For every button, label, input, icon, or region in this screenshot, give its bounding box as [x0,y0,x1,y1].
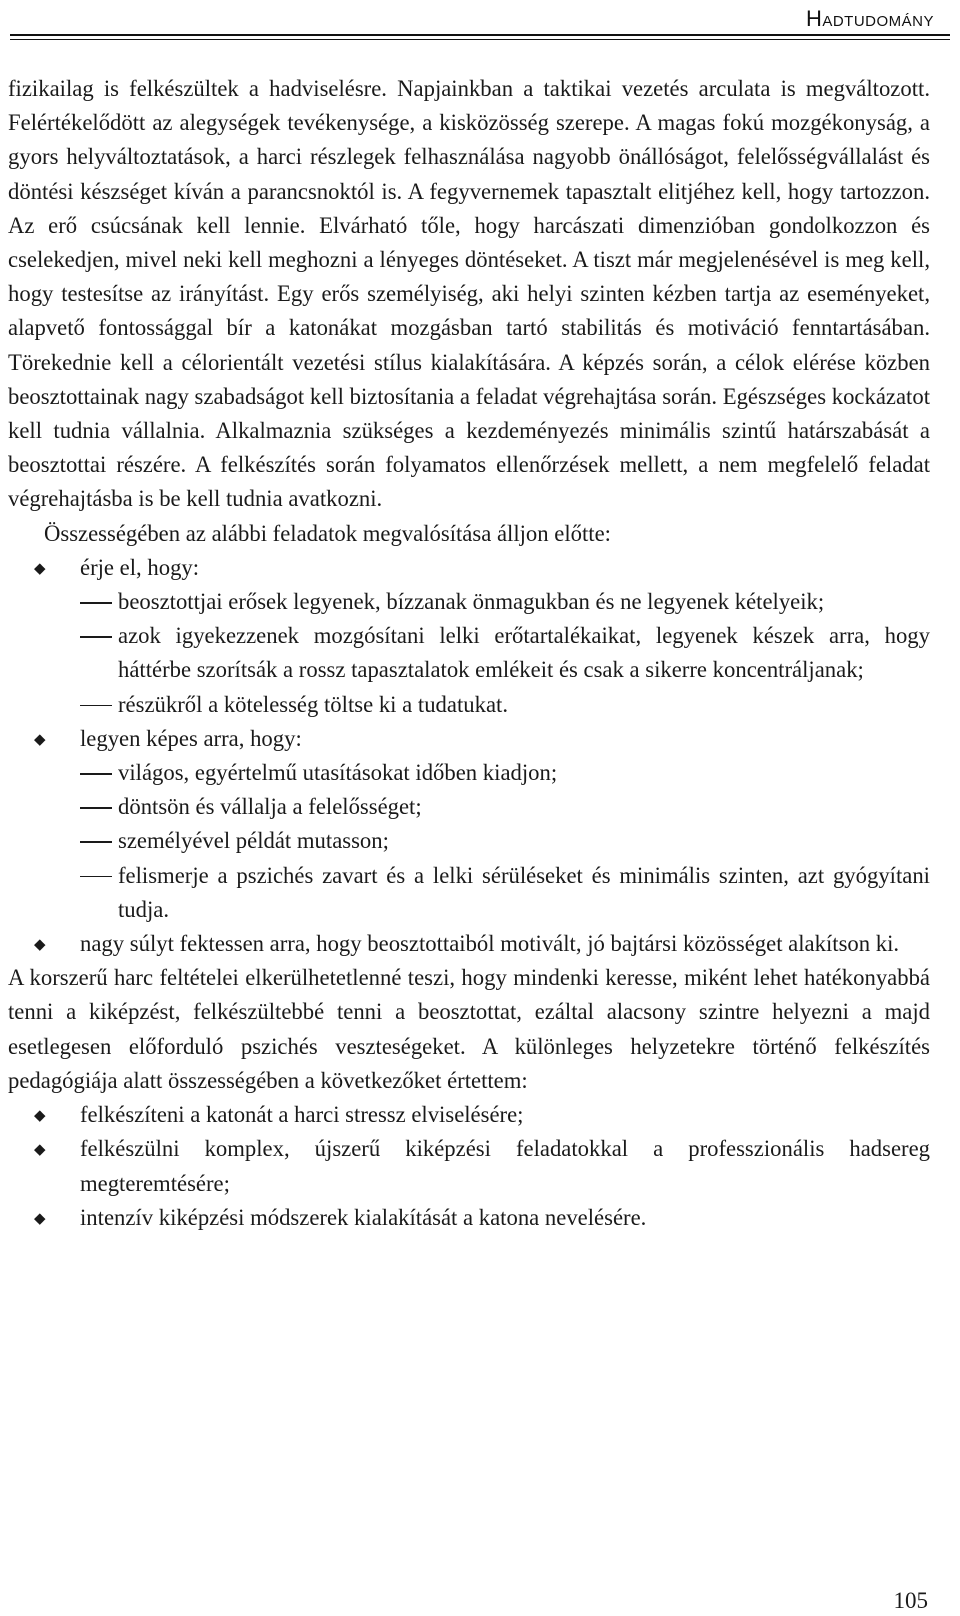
sub-list-item [8,619,930,687]
diamond-bullet-icon: ◆ [34,935,46,954]
sub-list-item-text: döntsön és vállalja a felelősséget; [118,794,422,820]
list-item [8,722,930,927]
list-item [8,1132,930,1200]
list-item-text: felkészülni komplex, újszerű kiképzési feladatokkal a professzionális hadsereg megteremtésére; [80,1136,930,1196]
list-item-text: legyen képes arra, hogy: [80,725,302,751]
em-dash-icon [80,602,112,604]
sub-list-item [8,824,930,858]
sub-list [80,585,930,722]
pedagogy-list [8,1098,930,1235]
diamond-bullet-icon: ◆ [34,558,46,577]
em-dash-icon [80,841,112,843]
list-item-text: felkészíteni a katonát a harci stressz elviselésére; [80,1102,524,1128]
em-dash-icon [80,807,112,809]
sub-list-item [8,585,930,619]
em-dash-icon [80,773,112,775]
sub-list-item-text: részükről a kötelesség töltse ki a tudatukat. [118,691,508,717]
sub-list-item-text: világos, egyértelmű utasításokat időben kiadjon; [118,760,558,786]
task-list [8,551,930,961]
list-item-text: nagy súlyt fektessen arra, hogy beosztottaiból motivált, jó bajtársi közösséget alakítson ki. [80,931,900,957]
diamond-bullet-icon: ◆ [34,1140,46,1159]
page-number: 105 [893,1588,928,1613]
em-dash-icon [80,876,112,878]
sub-list-item [8,859,930,927]
list-item [8,1098,930,1132]
sub-list-item-text: személyével példát mutasson; [118,828,389,854]
sub-list-item-text: felismerje a pszichés zavart és a lelki sérüléseket és minimális szinten, azt gyógyítani tudja. [118,862,930,922]
em-dash-icon [80,636,112,638]
sub-list-item [8,790,930,824]
diamond-bullet-icon: ◆ [34,1106,46,1125]
list-item [8,927,930,961]
em-dash-icon [80,705,112,707]
sub-list-item-text: beosztottjai erősek legyenek, bízzanak önmagukban és ne legyenek kételyeik; [118,589,825,615]
paragraph-1: fizikailag is felkészültek a hadviselésre. Napjainkban a taktikai vezetés arculata is megváltozott. Felértékelődött az alegységek tevékenysége, a kisközösség szerepe. A magas fokú mozgékonyság, a gyors helyváltoztatások, a harci részlegek felhasználása nagyobb önállóságot, felelősségvállalást és döntési készséget kíván a parancsnoktól is. A fegyvernemek tapasztalt elitjéhez kell, hogy tartozzon. Az erő csúcsának kell lennie. Elvárható tőle, hogy harcászati dimenzióban gondolkozzon és cselekedjen, mivel neki kell meghozni a lényeges döntéseket. A tiszt már megjelenésével is meg kell, hogy testesítse az irányítást. Egy erős személyiség, aki helyi szinten kézben tartja az eseményeket, alapvető fontossággal bír a katonákat mozgásban tartó stabilitás és motiváció fenntartásában. Törekednie kell a célorientált vezetési stílus kialakítására. A képzés során, a célok elérése közben beosztottainak nagy szabadságot kell biztosítania a feladat végrehajtása során. Egészséges kockázatot kell tudnia vállalnia. Alkalmaznia szükséges a kezdeményezés minimális szintű határszabását a beosztottai részére. A felkészítés során folyamatos ellenőrzések mellett, a nem megfelelő feladat végrehajtásba is be kell tudnia avatkozni. [8,76,930,512]
header-rule-thin [10,39,950,40]
body-text [8,72,930,1235]
paragraph-2: Összességében az alábbi feladatok megvalósítása álljon előtte: [44,520,611,546]
sub-list-item [8,688,930,722]
paragraph-3: A korszerű harc feltételei elkerülhetetlenné teszi, hogy mindenki keresse, miként lehet hatékonyabbá tenni a kiképzést, felkészültebbé tenni a beosztottat, ezáltal alacsony szintre helyezni a majd esetlegesen előforduló pszichés veszteségeket. A különleges helyzetekre történő felkészítés pedagógiája alatt összességében a következőket értettem: [8,965,930,1093]
sub-list-item-text: azok igyekezzenek mozgósítani lelki erőtartalékaikat, legyenek készek arra, hogy háttérbe szorítsák a rossz tapasztalatok emlékeit és csak a sikerre koncentráljanak; [118,623,930,683]
list-item-text: intenzív kiképzési módszerek kialakítását a katona nevelésére. [80,1204,647,1230]
header-rule-thick [10,34,950,36]
list-item [8,1201,930,1235]
list-item [8,551,930,722]
diamond-bullet-icon: ◆ [34,1208,46,1227]
running-header [10,0,950,44]
sub-list-item [8,756,930,790]
sub-list [80,756,930,927]
header-title: Hadtudomány [805,6,934,31]
diamond-bullet-icon: ◆ [34,729,46,748]
list-item-text: érje el, hogy: [80,554,200,580]
